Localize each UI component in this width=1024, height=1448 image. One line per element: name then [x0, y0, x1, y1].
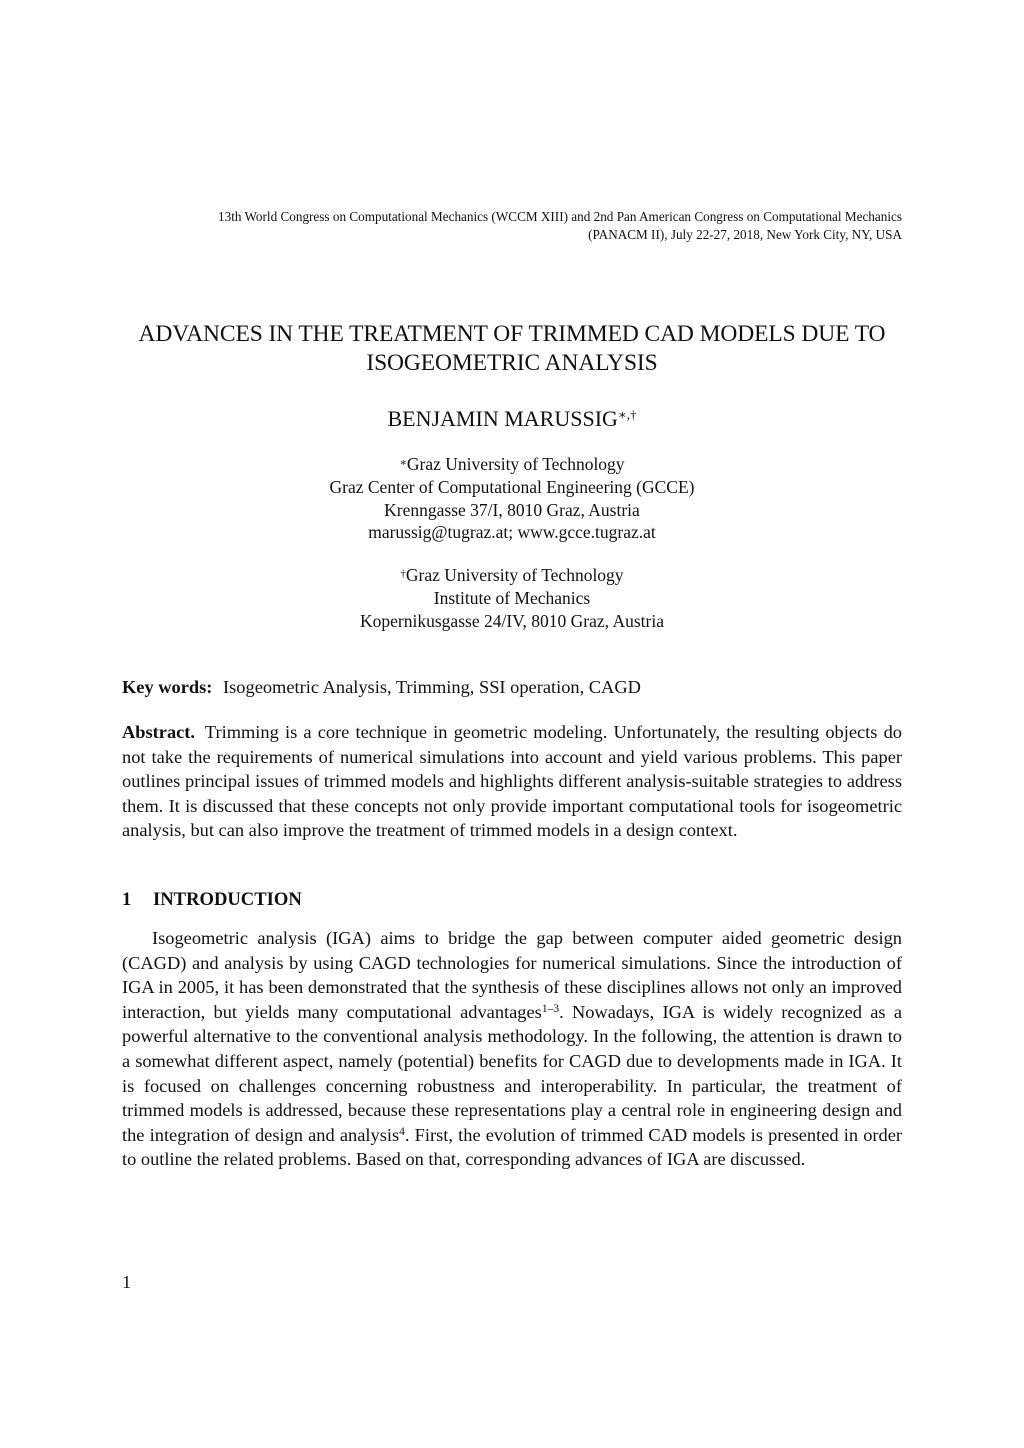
page-number: 1: [122, 1272, 132, 1292]
affiliation-2-address: Kopernikusgasse 24/IV, 8010 Graz, Austria: [360, 610, 664, 631]
affiliation-1-mark: ∗: [399, 457, 407, 469]
section-number: 1: [122, 889, 132, 910]
affiliation-1-department: Graz Center of Computational Engineering (GCCE): [329, 476, 695, 497]
paper-title-line1: ADVANCES IN THE TREATMENT OF TRIMMED CAD MODELS DUE TO: [138, 321, 886, 347]
abstract-text: Trimming is a core technique in geometric modeling. Unfortunately, the resulting objects do not take the requirements of numerical simulations into account and yield various problems. This paper outlines principal issues of trimmed models and highlights different analysis-suitable strategies to address them. It is discussed that these concepts not only provide important computational tools for isogeometric analysis, but can also improve the treatment of trimmed models in a design context.: [122, 722, 902, 841]
conference-header-line2: (PANACM II), July 22-27, 2018, New York City, NY, USA: [588, 227, 902, 242]
affiliation-2-university: Graz University of Technology: [405, 565, 624, 585]
citation-ref-2: 4: [399, 1125, 405, 1138]
section-title: INTRODUCTION: [153, 889, 302, 910]
abstract-label: Abstract.: [122, 722, 196, 742]
affiliation-1-university: Graz University of Technology: [406, 454, 625, 474]
paper-title: [100, 320, 924, 378]
abstract: [122, 720, 902, 843]
affiliation-2-mark: †: [400, 568, 406, 580]
paper-title-line2: ISOGEOMETRIC ANALYSIS: [366, 350, 658, 376]
intro-text-1: Isogeometric analysis (IGA) aims to bridge the gap between computer aided geometric design (CAGD) and analysis by using CAGD technologies for numerical simulations. Since the introduction of IGA in 2005, it has been demonstrated that the synthesis of these disciplines allows not only an improved interaction, but yields many computational advantages: [122, 928, 902, 1022]
introduction-paragraph: [122, 926, 902, 1172]
affiliation-1: [100, 453, 924, 544]
affiliation-1-contact: marussig@tugraz.at; www.gcce.tugraz.at: [368, 522, 656, 543]
author-name: BENJAMIN MARUSSIG: [387, 406, 618, 431]
intro-text-3: . First, the evolution of trimmed CAD models is presented in order to outline the related problems. Based on that, corresponding advances of IGA are discussed.: [122, 1124, 903, 1170]
author: [100, 404, 924, 434]
citation-ref-1: 1–3: [541, 1002, 560, 1015]
affiliation-2: [100, 564, 924, 632]
conference-header-line1: 13th World Congress on Computational Mechanics (WCCM XIII) and 2nd Pan American Congress on Computational Mechanics: [218, 209, 902, 224]
affiliation-1-address: Krenngasse 37/I, 8010 Graz, Austria: [384, 499, 640, 520]
intro-text-2: . Nowadays, IGA is widely recognized as a powerful alternative to the conventional analysis methodology. In the following, the attention is drawn to a somewhat different aspect, namely (potential) benefits for CAGD due to developments made in IGA. It is focused on challenges concerning robustness and interoperability. In particular, the treatment of trimmed models is addressed, because these representations play a central role in engineering design and the integration of design and analysis: [122, 1001, 902, 1145]
keywords-label: Key words:: [122, 677, 213, 697]
author-marks: ∗,†: [617, 407, 637, 422]
conference-header: [122, 208, 902, 244]
keywords-value: Isogeometric Analysis, Trimming, SSI operation, CAGD: [223, 677, 641, 697]
section-heading: [122, 888, 302, 912]
affiliation-2-department: Institute of Mechanics: [433, 587, 591, 608]
keywords: [122, 675, 902, 699]
